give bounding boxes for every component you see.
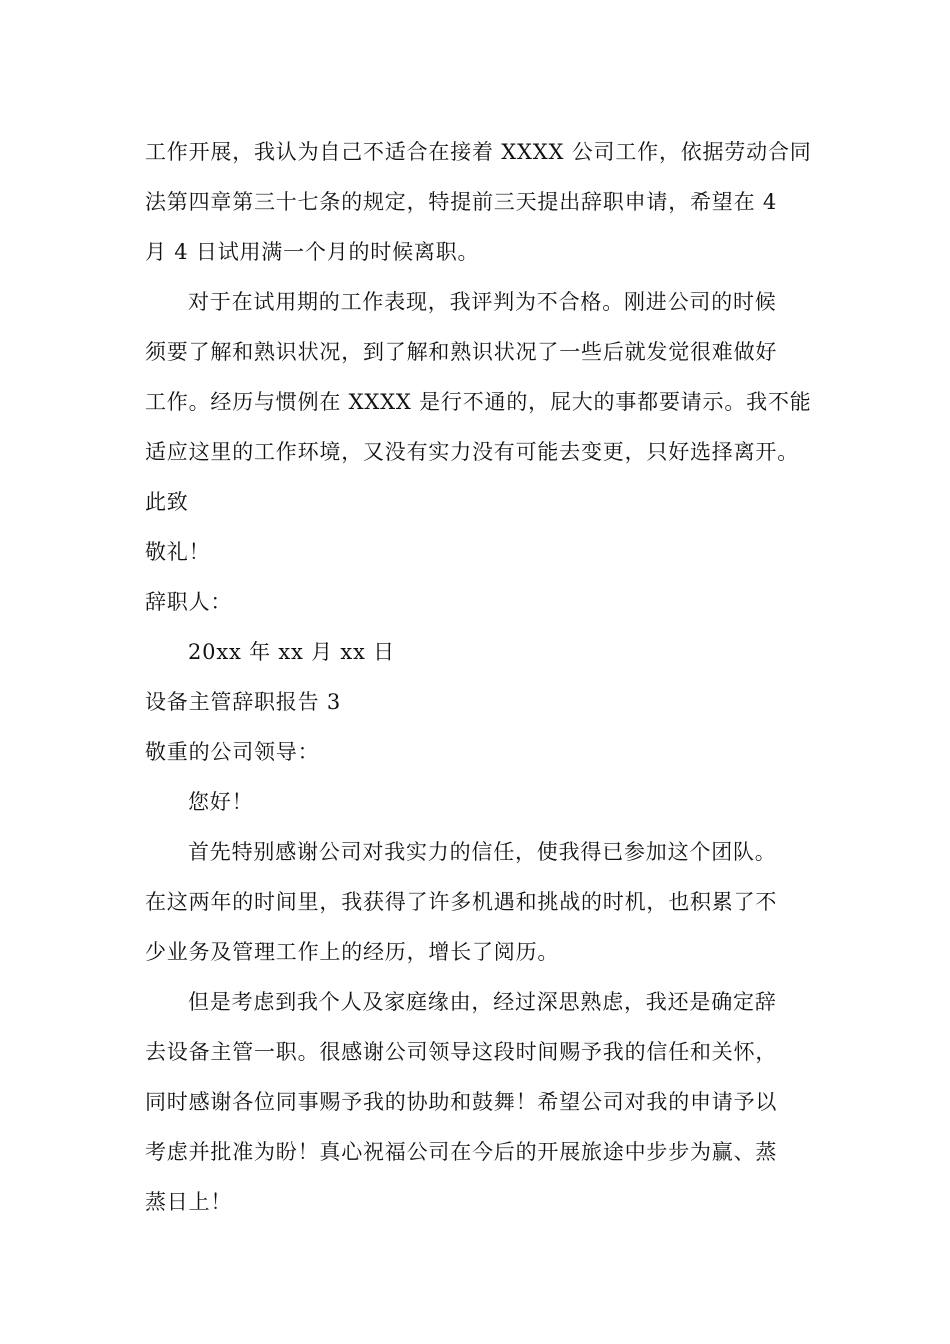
text-line-5: 须要了解和熟识状况，到了解和熟识状况了一些后就发觉很难做好 (145, 340, 778, 364)
text-line-7: 适应这里的工作环境，又没有实力没有可能去变更，只好选择离开。 (145, 440, 799, 464)
paragraph-line-4: 但是考虑到我个人及家庭缘由，经过深思熟虑，我还是确定辞 (188, 990, 777, 1014)
closing-line-1: 此致 (145, 490, 189, 514)
closing-line-2: 敬礼！ (145, 540, 211, 564)
signature-line: 辞职人： (145, 590, 233, 614)
paragraph-line-8: 蒸日上！ (145, 1190, 233, 1214)
greeting-line: 您好！ (188, 790, 254, 814)
salutation-line: 敬重的公司领导： (145, 740, 320, 764)
paragraph-line-3: 少业务及管理工作上的经历，增长了阅历。 (145, 940, 560, 964)
text-line-3: 月 4 日试用满一个月的时候离职。 (145, 240, 480, 264)
text-line-6: 工作。经历与惯例在 XXXX 是行不通的，屁大的事都要请示。我不能 (145, 390, 812, 414)
paragraph-line-1: 首先特别感谢公司对我实力的信任，使我得已参加这个团队。 (188, 840, 777, 864)
paragraph-line-6: 同时感谢各位同事赐予我的协助和鼓舞！希望公司对我的申请予以 (145, 1090, 778, 1114)
text-line-1: 工作开展，我认为自己不适合在接着 XXXX 公司工作，依据劳动合同 (145, 140, 812, 164)
text-line-4: 对于在试用期的工作表现，我评判为不合格。刚进公司的时候 (188, 290, 777, 314)
section-title: 设备主管辞职报告 3 (145, 690, 342, 714)
text-line-2: 法第四章第三十七条的规定，特提前三天提出辞职申请，希望在 4 (145, 190, 778, 214)
paragraph-line-5: 去设备主管一职。很感谢公司领导这段时间赐予我的信任和关怀， (145, 1040, 778, 1064)
date-line: 20xx 年 xx 月 xx 日 (188, 640, 395, 664)
paragraph-line-2: 在这两年的时间里，我获得了许多机遇和挑战的时机，也积累了不 (145, 890, 778, 914)
paragraph-line-7: 考虑并批准为盼！真心祝福公司在今后的开展旅途中步步为赢、蒸 (145, 1140, 778, 1164)
